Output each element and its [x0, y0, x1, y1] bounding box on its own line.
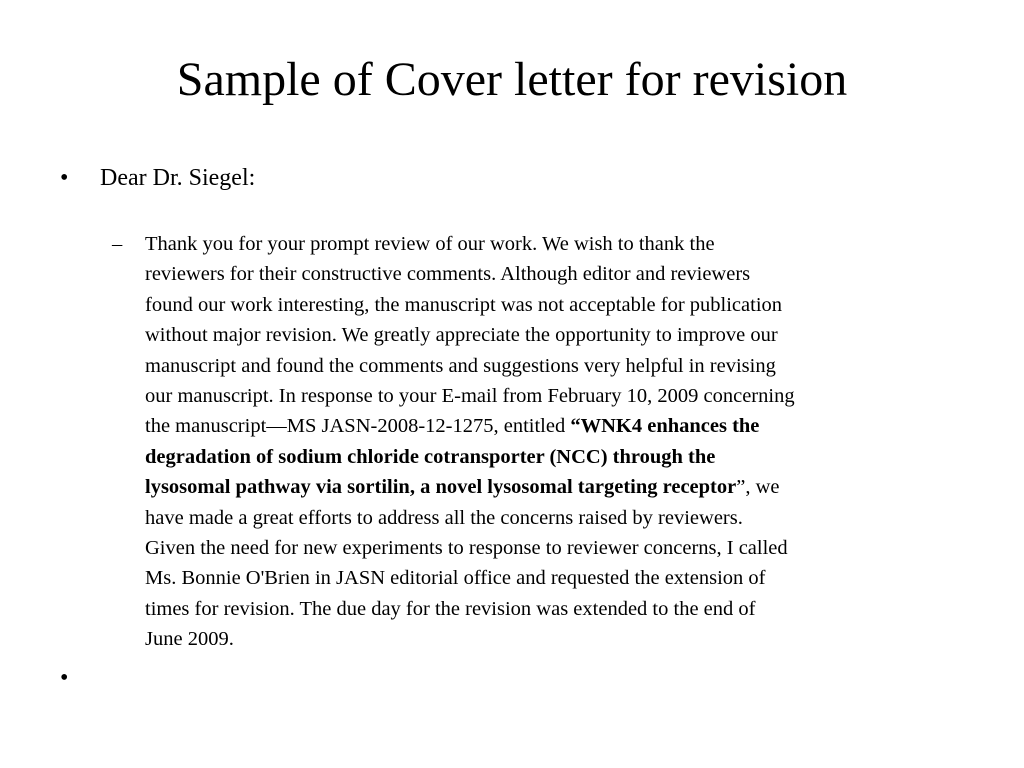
body-text-plain: the manuscript—MS JASN-2008-12-1275, entitled: [145, 415, 571, 438]
manuscript-title-bold: “WNK4 enhances the: [570, 415, 760, 438]
dash-bullet-icon: –: [112, 233, 123, 255]
slide-title: Sample of Cover letter for revision: [176, 53, 848, 106]
body-line: without major revision. We greatly appreciate the opportunity to improve our: [145, 324, 778, 347]
salutation-text: Dear Dr. Siegel:: [100, 165, 256, 191]
body-line: Ms. Bonnie O'Brien in JASN editorial office and requested the extension of: [145, 567, 766, 590]
letter-body-paragraph: [145, 229, 972, 655]
manuscript-title-bold: lysosomal pathway via sortilin, a novel lysosomal targeting receptor: [145, 476, 737, 499]
body-line: our manuscript. In response to your E-mail from February 10, 2009 concerning: [145, 385, 795, 408]
body-line: times for revision. The due day for the revision was extended to the end of: [145, 597, 756, 620]
body-line: manuscript and found the comments and suggestions very helpful in revising: [145, 354, 776, 377]
body-line: Given the need for new experiments to response to reviewer concerns, I called: [145, 537, 788, 560]
body-line: reviewers for their constructive comments. Although editor and reviewers: [145, 263, 751, 286]
manuscript-title-bold: degradation of sodium chloride cotransporter (NCC) through the: [145, 445, 716, 468]
body-line: [145, 472, 972, 502]
body-line: Thank you for your prompt review of our work. We wish to thank the: [145, 233, 715, 255]
body-text-plain: ”, we: [736, 476, 780, 499]
bullet-icon: •: [60, 665, 69, 691]
body-line: June 2009.: [145, 628, 234, 651]
body-line: [145, 442, 972, 472]
body-line: [145, 411, 972, 441]
bullet-icon: •: [60, 165, 69, 191]
body-line: found our work interesting, the manuscript was not acceptable for publication: [145, 293, 783, 316]
body-line: have made a great efforts to address all the concerns raised by reviewers.: [145, 506, 743, 529]
